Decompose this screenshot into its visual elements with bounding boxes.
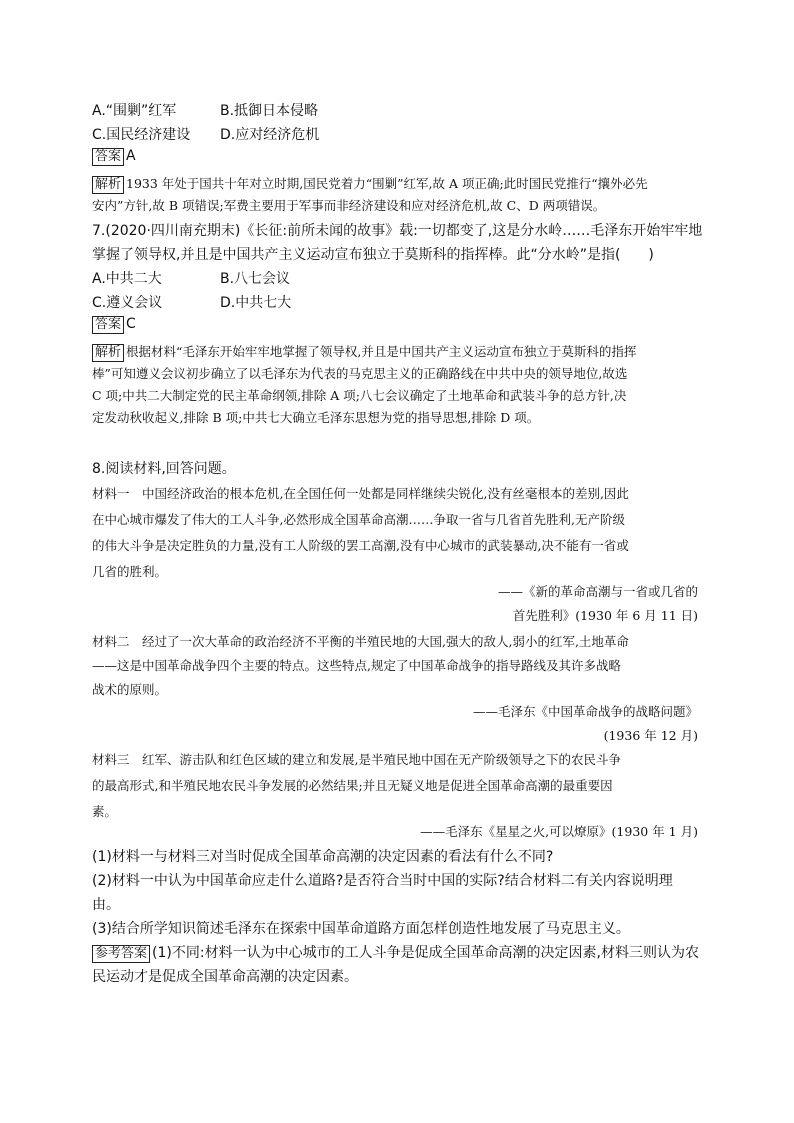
q8-ref-answer-line-2: 民运动才是促成全国革命高潮的决定因素。 (92, 969, 358, 985)
q7-analysis-line-4: 定发动秋收起义,排除 B 项;中共七大确立毛泽东思想为党的指导思想,排除 D 项。 (92, 410, 540, 425)
q7-stem-line-2: 掌握了领导权,并且是中国共产主义运动宣布独立于莫斯科的指挥棒。此“分水岭”是指( ) (92, 247, 654, 263)
q8-question-2-cont: 由。 (92, 897, 120, 913)
q8-ref-answer-line-1: 参考答案 (1)不同:材料一认为中心城市的工人斗争是促成全国革命高潮的决定因素,材料三则认为农 (92, 942, 699, 963)
q8-material1-line-2: 在中心城市爆发了伟大的工人斗争,必然形成全国革命高潮……争取一省与几省首先胜利,无产阶级 (92, 512, 625, 527)
q6-option-d: D.应对经济危机 (220, 127, 320, 143)
answer-label: 答案 (92, 148, 124, 166)
q8-question-3: (3)结合所学知识简述毛泽东在探索中国革命道路方面怎样创造性地发展了马克思主义。 (92, 921, 630, 937)
q8-stem: 8.阅读材料,回答问题。 (92, 461, 236, 477)
q6-option-c: C.国民经济建设 (92, 127, 191, 143)
q8-material1-source-line-2: 首先胜利》(1930 年 6 月 11 日) (512, 608, 698, 623)
q8-material3-source: ——毛泽东《星星之火,可以燎原》(1930 年 1 月) (420, 824, 698, 839)
q8-material2-source-line-1: ——毛泽东《中国革命战争的战略问题》 (472, 704, 698, 719)
q8-material2-source-line-2: (1936 年 12 月) (603, 728, 698, 743)
q7-option-a: A.中共二大 (92, 271, 162, 287)
q6-analysis-line-1: 解析 1933 年处于国共十年对立时期,国民党着力“围剿”红军,故 A 项正确;此时国民党推行“攘外必先 (92, 174, 648, 194)
q6-analysis-line-2: 安内”方针,故 B 项错误;军费主要用于军事而非经济建设和应对经济危机,故 C、D 两项错误。 (92, 198, 606, 213)
q7-stem-line-1: 7.(2020·四川南充期末)《长征:前所未闻的故事》载:一切都变了,这是分水岭……毛泽东开始牢牢地 (92, 223, 703, 239)
q8-material3-line-1: 材料三 红军、游击队和红色区域的建立和发展,是半殖民地中国在无产阶级领导之下的农民斗争 (92, 752, 621, 767)
q8-material1-line-4: 几省的胜利。 (92, 564, 168, 579)
ref-answer-label: 参考答案 (92, 945, 150, 963)
q8-material2-line-1: 材料二 经过了一次大革命的政治经济不平衡的半殖民地的大国,强大的敌人,弱小的红军,土地革命 (92, 634, 629, 649)
q7-analysis-line-1: 解析 根据材料“毛泽东开始牢牢地掌握了领导权,并且是中国共产主义运动宣布独立于莫斯科的指挥 (92, 342, 636, 362)
q8-material1-source-line-1: ——《新的革命高潮与一省或几省的 (497, 584, 698, 599)
answer-label: 答案 (92, 316, 124, 334)
q8-material2-line-2: ——这是中国革命战争四个主要的特点。这些特点,规定了中国革命战争的指导路线及其许多战略 (92, 658, 621, 673)
q8-material1-line-1: 材料一 中国经济政治的根本危机,在全国任何一处都是同样继续尖锐化,没有丝毫根本的差别,因此 (92, 486, 629, 501)
answer-value: C (126, 316, 136, 332)
analysis-label: 解析 (92, 176, 124, 194)
q7-option-b: B.八七会议 (220, 271, 291, 287)
q7-option-c: C.遵义会议 (92, 295, 163, 311)
q7-analysis-line-2: 棒”可知遵义会议初步确立了以毛泽东为代表的马克思主义的正确路线在中共中央的领导地位,故选 (92, 366, 628, 381)
q6-option-b: B.抵御日本侵略 (220, 103, 319, 119)
q8-material1-line-3: 的伟大斗争是决定胜负的力量,没有工人阶级的罢工高潮,没有中心城市的武装暴动,决不能有一省或 (92, 538, 629, 553)
q8-material3-line-2: 的最高形式,和半殖民地农民斗争发展的必然结果;并且无疑义地是促进全国革命高潮的最重要因 (92, 778, 613, 793)
q6-option-a: A.“围剿”红军 (92, 103, 177, 119)
q8-material2-line-3: 战术的原则。 (92, 682, 168, 697)
q6-answer (92, 148, 136, 166)
answer-value: A (126, 148, 136, 164)
q8-material3-line-3: 素。 (92, 804, 118, 819)
q7-analysis-line-3: C 项;中共二大制定党的民主革命纲领,排除 A 项;八七会议确定了土地革命和武装斗争的总方针,决 (92, 388, 627, 403)
q7-answer (92, 316, 136, 334)
q8-question-2: (2)材料一中认为中国革命应走什么道路?是否符合当时中国的实际?结合材料二有关内容说明理 (92, 873, 673, 889)
q8-question-1: (1)材料一与材料三对当时促成全国革命高潮的决定因素的看法有什么不同? (92, 849, 554, 865)
analysis-label: 解析 (92, 344, 124, 362)
q7-option-d: D.中共七大 (220, 295, 292, 311)
